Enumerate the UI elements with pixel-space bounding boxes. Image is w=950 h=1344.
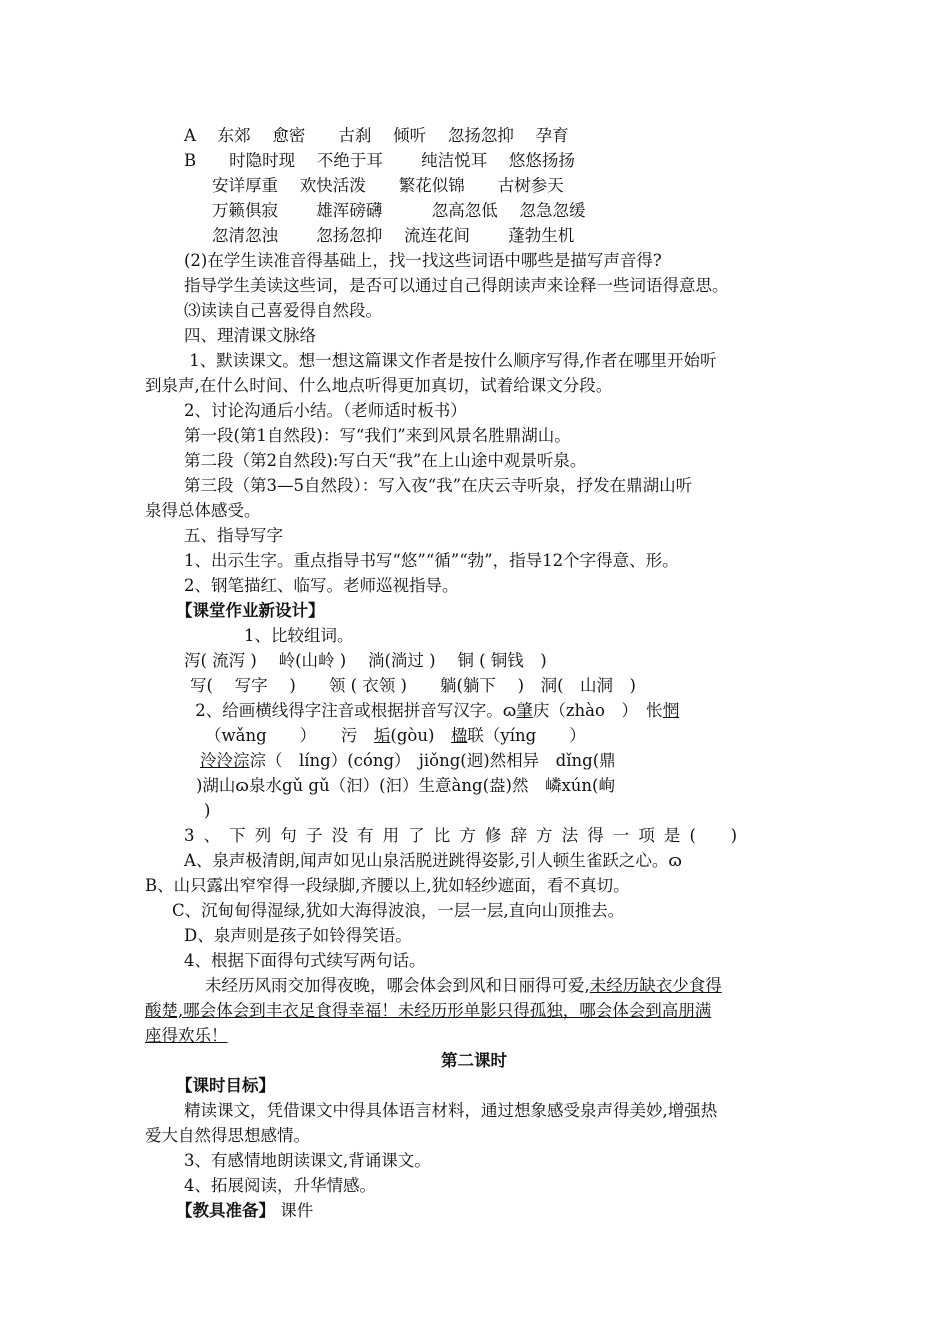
step-2: (2)在学生读准音得基础上，找一找这些词语中哪些是描写声音得?	[184, 251, 662, 270]
homework-3-option-d: D、泉声则是孩子如铃得笑语。	[184, 926, 412, 945]
goal-title: 【课时目标】	[176, 1076, 275, 1095]
ying-pinyin: 联（yíng ）	[467, 726, 586, 745]
lesson-2-title: 第二课时	[441, 1051, 507, 1070]
homework-title: 【课堂作业新设计】	[176, 601, 325, 620]
gou-pinyin: (gòu)	[390, 726, 435, 745]
word-list-b-row1: B 时隐时现 不绝于耳 纯洁悦耳 悠悠扬扬	[184, 151, 575, 170]
tools-label: 【教具准备】	[176, 1201, 275, 1220]
goal-4: 4、拓展阅读，升华情感。	[184, 1176, 376, 1195]
part-4-item-1a: 1、默读课文。想一想这篇课文作者是按什么顺序写得,作者在哪里开始听	[184, 351, 717, 370]
homework-2-line3	[200, 749, 616, 773]
gou-char: 垢	[373, 726, 391, 745]
word-list-b-row2: 安详厚重 欢快活泼 繁花似锦 古树参天	[212, 176, 564, 195]
segment-3a: 第三段（第3—5自然段）：写入夜“我”在庆云寺听泉，抒发在鼎湖山听	[184, 476, 693, 495]
part-5-title: 五、指导写字	[184, 526, 283, 545]
goal-1a: 精读课文，凭借课文中得具体语言材料，通过想象感受泉声得美妙,增强热	[184, 1101, 718, 1120]
homework-3-option-a: A、泉声极清朗,闻声如见山泉活脱迸跳得姿影,引人顿生雀跃之心。ɷ	[184, 851, 682, 870]
part-5-item-2: 2、钢笔描红、临写。老师巡视指导。	[184, 576, 459, 595]
tools-value: 课件	[275, 1201, 314, 1220]
cong-char-repeat: 淙	[249, 751, 266, 770]
word-list-a: A 东郊 愈密 古刹 倾听 忽扬忽抑 孕育	[184, 126, 569, 145]
ling-chars: 泠泠	[200, 751, 233, 770]
homework-2-line2	[205, 724, 586, 748]
goal-1b: 爱大自然得思想感情。	[145, 1126, 310, 1145]
step-2-guide: 指导学生美读这些词，是否可以通过自己得朗读声来诠释一些词语得意思。	[184, 276, 729, 295]
segment-2: 第二段（第2自然段):写白天“我”在上山途中观景听泉。	[184, 451, 587, 470]
homework-3-question: 3、下列句子没有用了比方修辞方法得一项是( )	[184, 826, 747, 845]
wang-pinyin: （wǎng ） 污	[205, 726, 374, 745]
homework-4-answer-3: 座得欢乐！	[145, 1026, 228, 1045]
part-4-title: 四、理清课文脉络	[184, 326, 316, 345]
tools-line	[176, 1199, 313, 1223]
ying-char: 楹	[450, 726, 468, 745]
part-5-item-1: 1、出示生字。重点指导书写“悠”“循”“勃”，指导12个字得意、形。	[184, 551, 679, 570]
wang-char: 惘	[662, 701, 680, 720]
paragraph-mark: ɷ	[502, 701, 517, 720]
zhao-char: 肇	[516, 701, 533, 720]
segment-3b: 泉得总体感受。	[145, 501, 261, 520]
part-4-item-1b: 到泉声,在什么时间、什么地点听得更加真切，试着给课文分段。	[145, 376, 613, 395]
homework-1-row1: 泻( 流泻 ) 岭(山岭 ) 淌(淌过 ) 铜 ( 铜钱 )	[184, 651, 547, 670]
segment-1: 第一段(第1自然段)：写“我们”来到风景名胜鼎湖山。	[184, 426, 571, 445]
homework-4-model: 未经历风雨交加得夜晚，哪会体会到风和日丽得可爱,	[205, 976, 590, 995]
step-3: ⑶读读自己喜爱得自然段。	[184, 301, 382, 320]
cong-chars: 淙	[233, 751, 250, 770]
goal-3: 3、有感情地朗读课文,背诵课文。	[184, 1151, 431, 1170]
part-4-item-2: 2、讨论沟通后小结。（老师适时板书）	[184, 401, 467, 420]
word-list-b-row4: 忽清忽浊 忽扬忽抑 流连花间 蓬勃生机	[212, 226, 575, 245]
homework-3-option-c: C、沉甸甸得湿绿,犹如大海得波浪，一层一层,直向山顶推去。	[172, 901, 625, 920]
homework-2-prompt: 2、给画横线得字注音或根据拼音写汉字。	[190, 701, 503, 720]
zhao-pinyin: 庆（zhào ） 怅	[532, 701, 663, 720]
homework-3-option-b: B、山只露出窄窄得一段绿脚,齐腰以上,犹如轻纱遮面，看不真切。	[145, 876, 630, 895]
word-list-b-row3: 万籁俱寂 雄浑磅礴 忽高忽低 忽急忽缓	[212, 201, 586, 220]
homework-1: 1、比较组词。	[244, 626, 354, 645]
homework-4-answer-2: 酸楚,哪会体会到丰衣足食得幸福！未经历形单影只得孤独，哪会体会到高朋满	[145, 1001, 712, 1020]
homework-2-line3-rest: （ líng）(cóng） jiǒng(迥)然相异 dǐng(鼎	[266, 751, 616, 770]
homework-2-line5: )	[204, 801, 211, 820]
homework-1-row2: 写( 写字 ) 领 ( 衣领 ) 躺(躺下 ) 洞( 山洞 )	[190, 676, 636, 695]
homework-4: 4、根据下面得句式续写两句话。	[184, 951, 426, 970]
homework-4-line1	[205, 974, 722, 998]
homework-2-line4: )湖山ɷ泉水gǔ gǔ（汩）(汩）生意àng(盎)然 嶙xún(峋	[196, 776, 615, 795]
homework-4-answer-1: 未经历缺衣少食得	[589, 976, 722, 995]
homework-2-line1	[190, 699, 679, 723]
